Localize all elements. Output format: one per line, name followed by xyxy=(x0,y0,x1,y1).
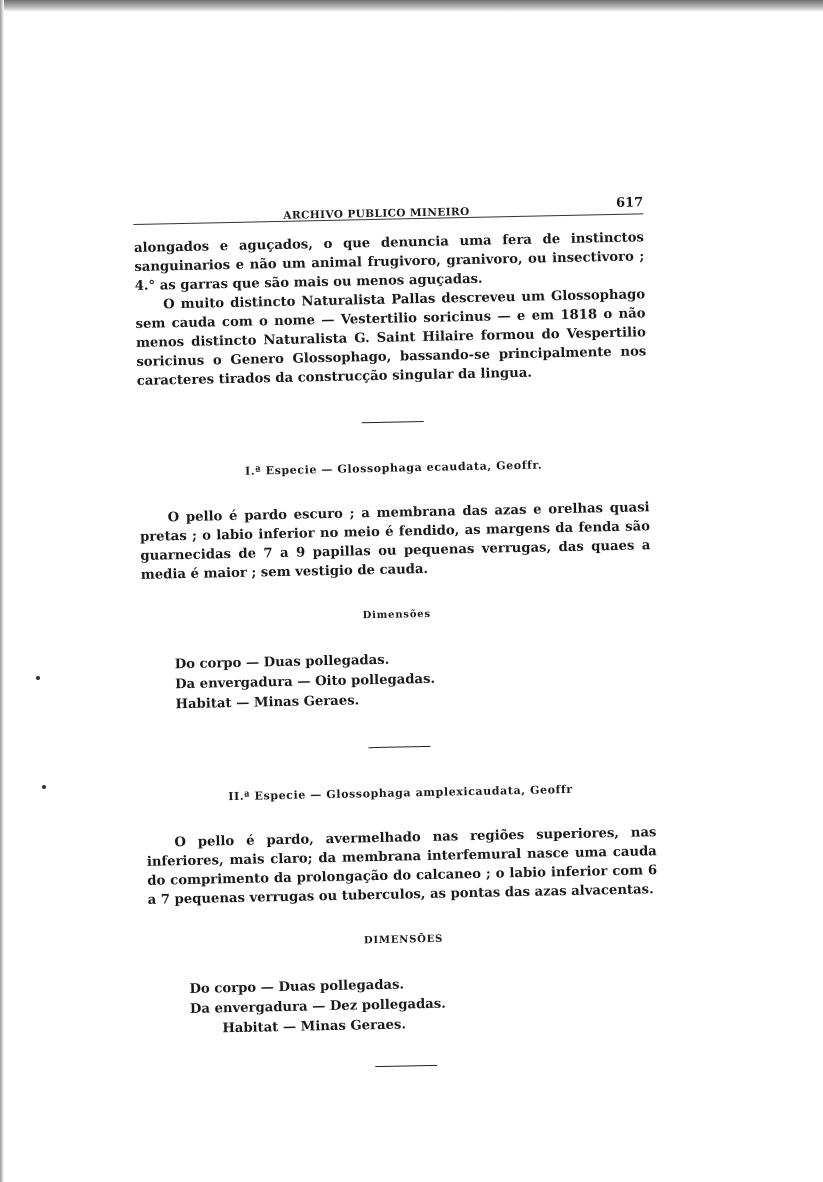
section-divider xyxy=(362,421,424,423)
species-2-dimensions-heading: DIMENSÕES xyxy=(363,933,444,947)
species-2-wingspan: Da envergadura — Dez pollegadas. xyxy=(189,996,446,1017)
running-head xyxy=(133,189,643,225)
species-1-heading: I.ª Especie — Glossophaga ecaudata, Geoffr. xyxy=(244,458,543,478)
scan-speck xyxy=(42,785,46,789)
section-divider xyxy=(375,1065,437,1067)
intro-paragraph-2: O muito distincto Naturalista Pallas descreveu um Glossophago sem cauda com o nome — Vestertilio soricinus — e em 1818 o não menos distincto Naturalista G. Saint Hilaire formou do Vespertilio soricinus o Genero Glossophago, bassando-se principalmente nos caracteres tirados da construcção singular da lingua. xyxy=(135,287,647,389)
species-2-habitat: Habitat — Minas Geraes. xyxy=(222,1017,407,1037)
species-1-habitat: Habitat — Minas Geraes. xyxy=(175,693,360,713)
scan-speck xyxy=(36,676,40,680)
section-divider xyxy=(369,746,431,748)
species-1-body-size: Do corpo — Duas pollegadas. xyxy=(174,652,390,673)
species-2-dimensions xyxy=(149,970,660,1041)
scan-top-border xyxy=(0,0,823,12)
page-number: 617 xyxy=(615,195,644,211)
species-2-heading: II.ª Especie — Glossophaga amplexicaudata, Geoffr xyxy=(228,782,573,804)
intro-paragraph-1: alongados e aguçados, o que denuncia uma fera de instinctos sanguinarios e não um animal frugivoro, granivoro, ou insectivoro ; 4.° as garras que são mais ou menos aguçadas. xyxy=(133,230,645,294)
scan-left-edge xyxy=(0,0,4,1182)
species-1-dimensions-heading: Dimensões xyxy=(362,608,431,622)
species-1-dimensions xyxy=(143,645,654,716)
species-1-wingspan: Da envergadura — Oito pollegadas. xyxy=(175,671,436,693)
species-2-body-size: Do corpo — Duas pollegadas. xyxy=(189,977,405,997)
species-2-description: O pello é pardo, avermelhado nas regiões superiores, nas inferiores, mais claro; da membrana interfemural nasce uma cauda do comprimento da prolongação do calcaneo ; o labio inferior com 6 a 7 pequenas verrugas ou tuberculos, as pontas das azas alvacentas. xyxy=(146,825,658,908)
book-page xyxy=(133,189,662,1107)
species-1-description: O pello é pardo escuro ; a membrana das azas e orelhas quasi pretas ; o labio inferior no meio é fendido, as margens da fenda são guarnecidas de 7 a 9 papillas ou pequenas verrugas, das quaes a media é maior ; sem vestigio de cauda. xyxy=(139,500,651,583)
running-title: ARCHIVO PUBLICO MINEIRO xyxy=(283,205,470,222)
